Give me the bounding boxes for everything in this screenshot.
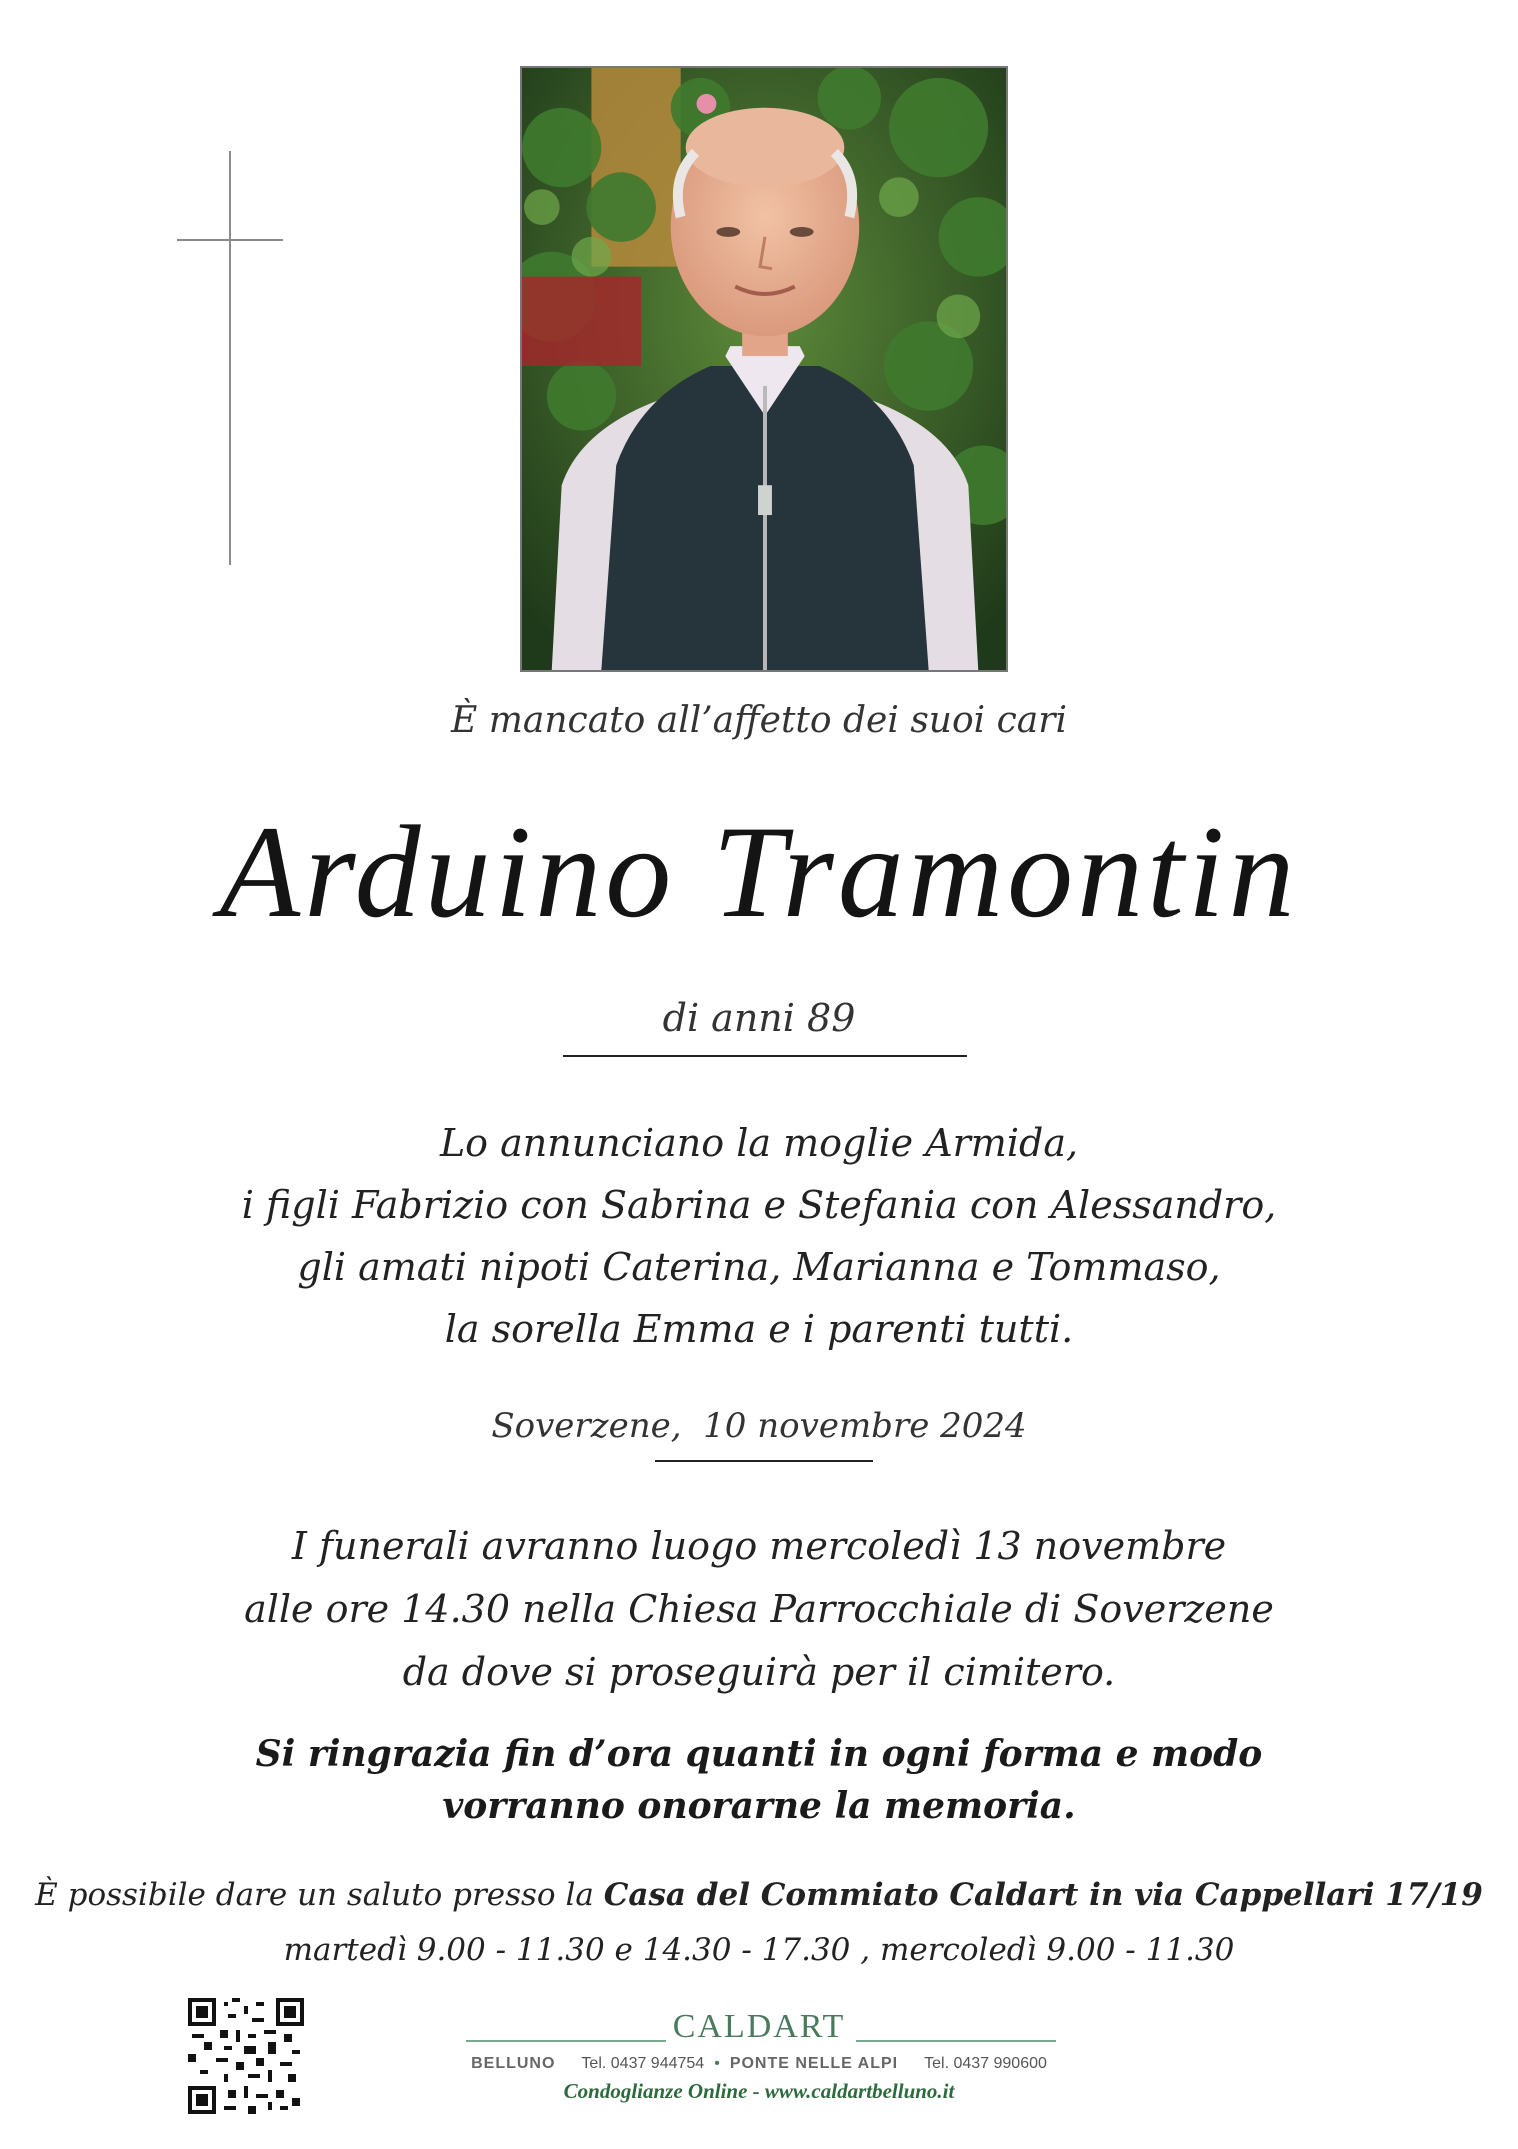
funeral-line: alle ore 14.30 nella Chiesa Parrocchiale di Soverzene — [244, 1587, 1274, 1631]
thanks-message — [0, 1728, 1518, 1832]
intro-line: È mancato all’affetto dei suoi cari — [451, 700, 1067, 741]
family-line: gli amati nipoti Caterina, Marianna e Tommaso, — [297, 1245, 1221, 1289]
funeral-info — [0, 1515, 1518, 1704]
funeral-line: da dove si proseguirà per il cimitero. — [402, 1650, 1116, 1694]
age-divider — [563, 1055, 967, 1057]
cross-vertical — [229, 151, 231, 565]
family-line: i figli Fabrizio con Sabrina e Stefania con Alessandro, — [241, 1183, 1277, 1227]
place: Soverzene, — [491, 1406, 682, 1446]
tel-ponte-nelle-alpi[interactable]: Tel. 0437 990600 — [924, 2055, 1047, 2072]
visit-hours: martedì 9.00 - 11.30 e 14.30 - 17.30 , mercoledì 9.00 - 11.30 — [283, 1932, 1235, 1968]
deceased-name: Arduino Tramontin — [219, 798, 1299, 945]
caldart-logo: CALDART — [672, 2008, 846, 2045]
condolences-online-link[interactable]: Condoglianze Online - www.caldartbelluno.it — [563, 2079, 955, 2103]
place-date — [0, 1406, 1518, 1446]
family-announcement — [0, 1112, 1518, 1360]
thanks-line: vorranno onorarne la memoria. — [442, 1785, 1076, 1827]
visit-prefix: È possibile dare un saluto presso la — [35, 1877, 604, 1913]
cross-horizontal — [177, 239, 283, 241]
date: 10 novembre 2024 — [703, 1406, 1027, 1446]
visit-location-line — [0, 1868, 1518, 1923]
footer-contacts — [0, 2055, 1518, 2073]
age-line: di anni 89 — [662, 996, 856, 1040]
separator-dot: • — [714, 2055, 720, 2072]
visit-location: Casa del Commiato Caldart in via Cappellari 17/19 — [603, 1877, 1483, 1913]
date-divider — [655, 1460, 873, 1462]
thanks-line: Si ringrazia fin d’ora quanti in ogni forma e modo — [255, 1733, 1263, 1775]
tel-belluno[interactable]: Tel. 0437 944754 — [581, 2055, 705, 2072]
funeral-line: I funerali avranno luogo mercoledì 13 novembre — [291, 1524, 1227, 1568]
visitation-info — [0, 1868, 1518, 1978]
portrait-photo — [520, 66, 1008, 672]
family-line: la sorella Emma e i parenti tutti. — [444, 1307, 1074, 1351]
city-ponte-nelle-alpi: PONTE NELLE ALPI — [729, 2055, 899, 2072]
family-line: Lo annunciano la moglie Armida, — [439, 1121, 1079, 1165]
city-belluno: BELLUNO — [471, 2055, 556, 2072]
portrait-illustration — [522, 68, 1006, 670]
